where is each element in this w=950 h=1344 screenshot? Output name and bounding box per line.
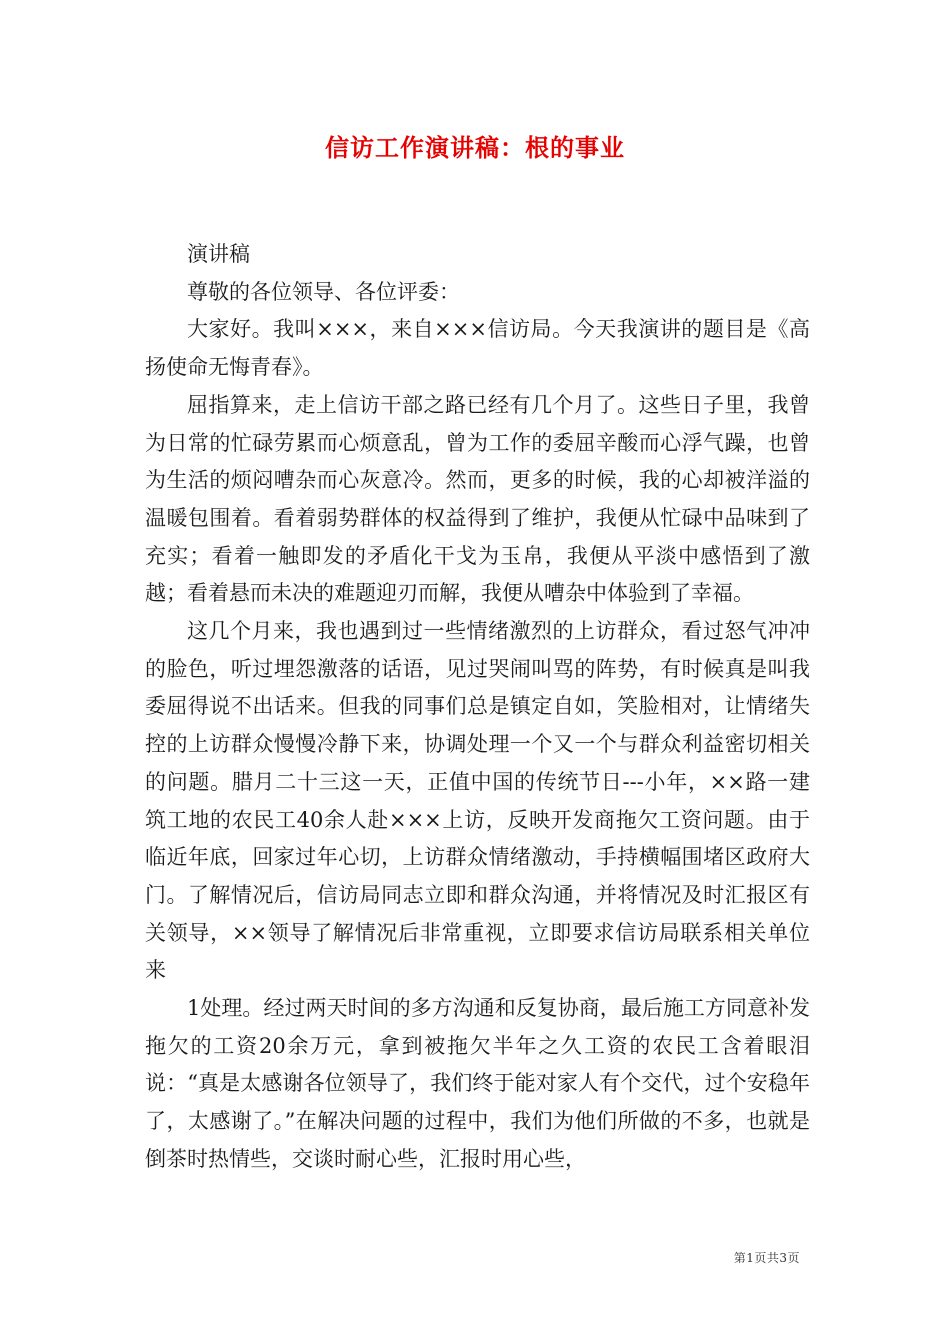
paragraph-resolution: 1处理。经过两天时间的多方沟通和反复协商，最后施工方同意补发拖欠的工资20余万元，拿到被拖欠半年之久工资的农民工含着眼泪说：“真是太感谢各位领导了，我们终于能对家人有个交代，过个安稳年了，太感谢了。”在解决问题的过程中，我们为他们所做的不多，也就是倒茶时热情些，交谈时耐心些，汇报时用心些， — [145, 996, 810, 1171]
paragraph-story: 这几个月来，我也遇到过一些情绪激烈的上访群众，看过怒气冲冲的脸色，听过埋怨激落的话语，见过哭闹叫骂的阵势，有时候真是叫我委屈得说不出话来。但我的同事们总是镇定自如，笑脸相对，让情绪失控的上访群众慢慢冷静下来，协调处理一个又一个与群众利益密切相关的问题。腊月二十三这一天，正值中国的传统节日---小年，××路一建筑工地的农民工40余人赴×××上访，反映开发商拖欠工资问题。由于临近年底，回家过年心切，上访群众情绪激动，手持横幅围堵区政府大门。了解情况后，信访局同志立即和群众沟通，并将情况及时汇报区有关领导，××领导了解情况后非常重视，立即要求信访局联系相关单位来 — [145, 619, 810, 983]
page-title: 信访工作演讲稿：根的事业 — [325, 133, 625, 162]
page-indicator: 第1页共3页 — [733, 1251, 800, 1265]
paragraph-reflection: 屈指算来，走上信访干部之路已经有几个月了。这些日子里，我曾为日常的忙碌劳累而心烦意乱，曾为工作的委屈辛酸而心浮气躁，也曾为生活的烦闷嘈杂而心灰意冷。然而，更多的时候，我的心却被洋溢的温暖包围着。看着弱势群体的权益得到了维护，我便从忙碌中品味到了充实；看着一触即发的矛盾化干戈为玉帛，我便从平淡中感悟到了激越；看着悬而未决的难题迎刃而解，我便从嘈杂中体验到了幸福。 — [145, 392, 810, 606]
paragraph-salutation: 尊敬的各位领导、各位评委： — [187, 279, 460, 304]
document-body — [145, 236, 810, 1179]
paragraph-introduction: 大家好。我叫×××，来自×××信访局。今天我演讲的题目是《高扬使命无悔青春》。 — [145, 317, 810, 380]
paragraph-label: 演讲稿 — [187, 242, 250, 266]
